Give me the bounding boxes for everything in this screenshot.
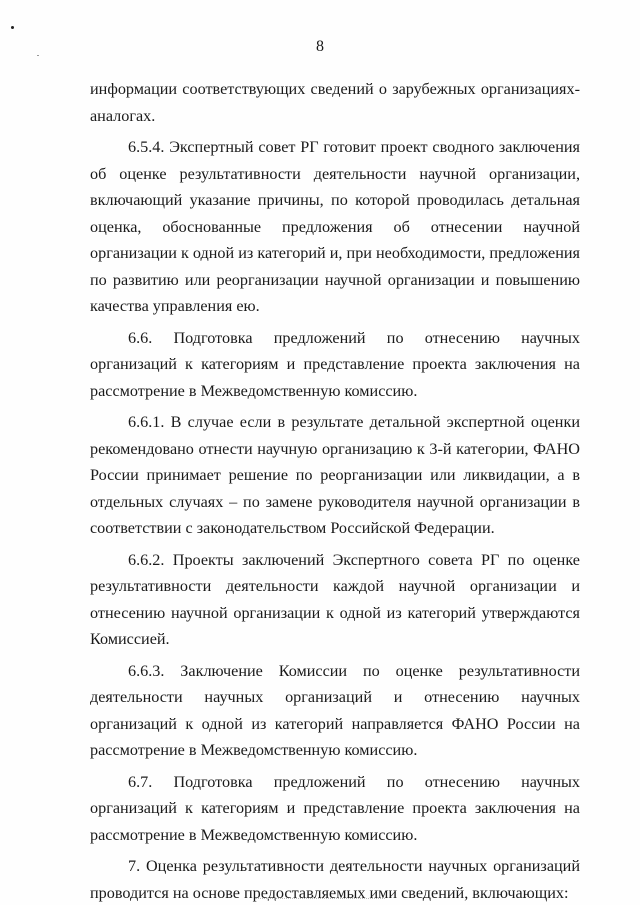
paragraph-6-6-3: 6.6.3. Заключение Комиссии по оценке результативности деятельности научных организаций и отнесению научных организаций к одной из категорий направляется ФАНО России на рассмотрение в Межведомственную комиссию. <box>90 661 580 759</box>
scan-artifact-dot <box>11 26 14 29</box>
paragraph-6-7: 6.7. Подготовка предложений по отнесению научных организаций к категориям и представление проекта заключения на рассмотрение в Межведомственную комиссию. <box>90 772 580 844</box>
paragraph-7: 7. Оценка результативности деятельности научных организаций проводится на основе предоставляемых ими сведений, включающих: <box>90 857 580 902</box>
paragraph-6-5-4: 6.5.4. Экспертный совет РГ готовит проект сводного заключения об оценке результативности деятельности научной организации, включающий указание причины, по которой проводилась детальная оценка, обоснованные предложения об отнесении научной организации к одной из категорий и, при необходимости, предложения по развитию или реорганизации научной организации и повышению качества управления ею. <box>90 138 580 315</box>
paragraph-6-6-1: 6.6.1. В случае если в результате детальной экспертной оценки рекомендовано отнести научную организацию к 3-й категории, ФАНО России принимает решение по реорганизации или ликвидации, а в отдельных случаях – по замене руководителя научной организации в соответствии с законодательством Российской Федерации. <box>90 413 580 537</box>
scan-artifact-bottom <box>255 898 385 901</box>
paragraph-6-6-2: 6.6.2. Проекты заключений Экспертного совета РГ по оценке результативности деятельности каждой научной организации и отнесению научной организации к одной из категорий утверждаются Комиссией. <box>90 550 580 648</box>
page-number: 8 <box>316 38 324 55</box>
document-body <box>90 76 580 911</box>
paragraph-6-6: 6.6. Подготовка предложений по отнесению научных организаций к категориям и представление проекта заключения на рассмотрение в Межведомственную комиссию. <box>90 328 580 400</box>
paragraph-continuation: информации соответствующих сведений о зарубежных организациях-аналогах. <box>90 80 580 125</box>
